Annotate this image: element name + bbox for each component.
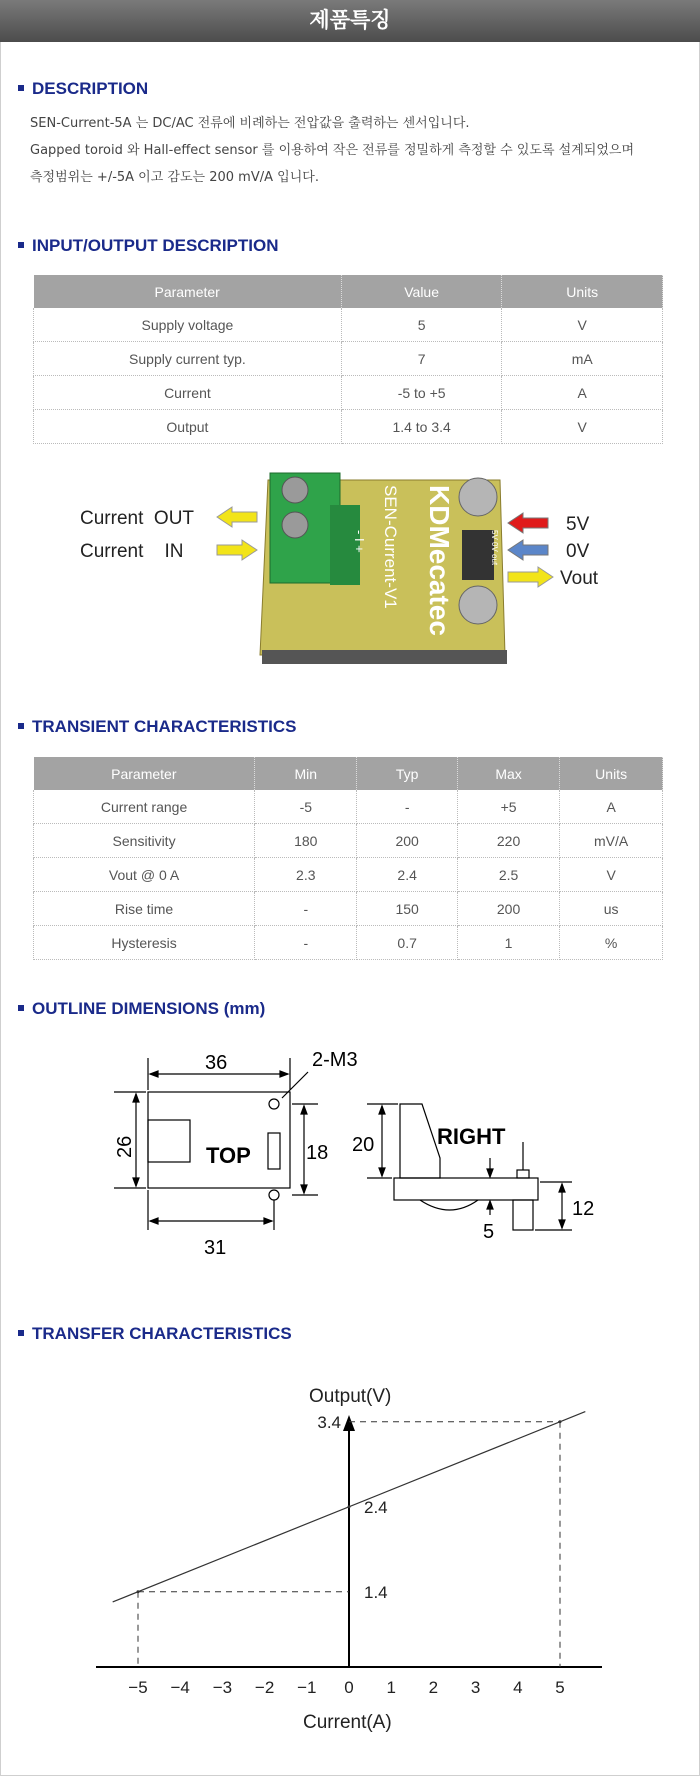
x-tick-label: 0 xyxy=(344,1678,354,1697)
arrow-vout-icon xyxy=(508,567,553,587)
x-axis-label: Current(A) xyxy=(303,1712,392,1733)
y-tick-label: 1.4 xyxy=(364,1582,388,1602)
leader-line xyxy=(282,1072,308,1098)
table-cell: mV/A xyxy=(560,824,663,858)
table-cell: A xyxy=(502,376,663,410)
column-header: Parameter xyxy=(34,757,255,790)
table-row xyxy=(34,926,663,960)
dim-36-label: 36 xyxy=(205,1052,228,1074)
column-header: Units xyxy=(502,275,663,308)
transfer-chart xyxy=(0,1370,700,1740)
dim-26-label: 26 xyxy=(114,1135,136,1158)
dim-m3-label: 2-M3 xyxy=(312,1049,358,1071)
y-axis-label: Output(V) xyxy=(309,1386,392,1407)
table-cell: 2.5 xyxy=(457,858,559,892)
outline-title xyxy=(18,999,265,1019)
silk-pins: - I + xyxy=(352,530,367,553)
arrow-head xyxy=(264,1218,272,1224)
table-cell: - xyxy=(255,892,357,926)
outline-drawing xyxy=(0,1040,700,1260)
io-title xyxy=(18,236,279,256)
mount-screw-icon xyxy=(459,478,497,516)
x-tick-label: −3 xyxy=(212,1678,233,1697)
bullet-square-icon xyxy=(18,1005,24,1011)
data-point xyxy=(348,1505,351,1508)
pin-header xyxy=(462,530,494,580)
right-pcb xyxy=(394,1178,538,1200)
arrow-head xyxy=(301,1106,307,1114)
table-row xyxy=(34,308,663,342)
y-axis-arrow-icon xyxy=(343,1415,355,1431)
dim-18-label: 18 xyxy=(306,1142,329,1164)
transient-table xyxy=(33,757,663,960)
top-view-label: TOP xyxy=(206,1143,251,1168)
dim-20-label: 20 xyxy=(352,1134,375,1156)
label-current-out: Current OUT xyxy=(80,508,195,529)
x-tick-label: −4 xyxy=(170,1678,190,1697)
table-cell: Current xyxy=(34,376,342,410)
column-header: Parameter xyxy=(34,275,342,308)
mount-hole-icon xyxy=(269,1190,279,1200)
table-row xyxy=(34,342,663,376)
arrow-head xyxy=(133,1094,139,1102)
right-view-label: RIGHT xyxy=(437,1124,506,1149)
x-tick-label: −1 xyxy=(297,1678,317,1697)
mount-screw-icon xyxy=(459,586,497,624)
arrow-head xyxy=(133,1178,139,1186)
terminal-screw-icon xyxy=(282,512,308,538)
table-row xyxy=(34,790,663,824)
column-header: Units xyxy=(560,757,663,790)
right-header xyxy=(513,1200,533,1230)
description-line: 측정범위는 +/-5A 이고 감도는 200 mV/A 입니다. xyxy=(30,170,319,185)
column-header: Max xyxy=(457,757,559,790)
y-tick-label: 3.4 xyxy=(317,1412,341,1432)
arrow-5v-icon xyxy=(508,513,548,533)
dim-5-label: 5 xyxy=(483,1221,495,1243)
io-table xyxy=(33,275,663,444)
right-curve xyxy=(420,1200,478,1210)
right-terminal xyxy=(400,1104,440,1178)
column-header: Value xyxy=(341,275,502,308)
outline-title-text: OUTLINE DIMENSIONS (mm) xyxy=(32,999,266,1018)
arrow-in-icon xyxy=(217,540,257,560)
x-tick-label: −5 xyxy=(128,1678,148,1697)
arrow-head xyxy=(559,1220,565,1228)
table-cell: Sensitivity xyxy=(34,824,255,858)
arrow-head xyxy=(487,1201,493,1209)
y-tick-label: 2.4 xyxy=(364,1497,388,1517)
table-cell: V xyxy=(502,410,663,444)
bullet-square-icon xyxy=(18,85,24,91)
data-point xyxy=(559,1420,562,1423)
label-current-in: Current IN xyxy=(80,541,184,562)
table-cell: Vout @ 0 A xyxy=(34,858,255,892)
table-cell: Current range xyxy=(34,790,255,824)
table-cell: 7 xyxy=(341,342,502,376)
mount-hole-icon xyxy=(269,1099,279,1109)
table-cell: Hysteresis xyxy=(34,926,255,960)
x-tick-label: 1 xyxy=(386,1678,396,1697)
x-tick-label: 5 xyxy=(555,1678,565,1697)
table-header-row xyxy=(34,757,663,790)
table-cell: % xyxy=(560,926,663,960)
description-text xyxy=(30,110,690,191)
table-cell: 2.3 xyxy=(255,858,357,892)
table-cell: 2.4 xyxy=(357,858,457,892)
arrow-head xyxy=(487,1169,493,1177)
table-cell: 180 xyxy=(255,824,357,858)
top-terminal xyxy=(148,1120,190,1162)
arrow-head xyxy=(280,1071,288,1077)
table-cell: - xyxy=(255,926,357,960)
io-title-text: INPUT/OUTPUT DESCRIPTION xyxy=(32,236,279,255)
table-cell: Rise time xyxy=(34,892,255,926)
data-point xyxy=(137,1590,140,1593)
pcb-edge xyxy=(262,650,507,664)
label-0v: 0V xyxy=(566,541,590,562)
x-tick-label: 2 xyxy=(428,1678,439,1697)
table-cell: Output xyxy=(34,410,342,444)
bullet-square-icon xyxy=(18,723,24,729)
top-outline xyxy=(148,1092,290,1188)
transient-title xyxy=(18,717,296,737)
table-row xyxy=(34,858,663,892)
table-cell: 220 xyxy=(457,824,559,858)
arrow-head xyxy=(301,1185,307,1193)
table-cell: -5 xyxy=(255,790,357,824)
table-cell: Supply current typ. xyxy=(34,342,342,376)
table-cell: - xyxy=(357,790,457,824)
arrow-head xyxy=(150,1218,158,1224)
table-cell: 150 xyxy=(357,892,457,926)
bullet-square-icon xyxy=(18,1330,24,1336)
table-cell: +5 xyxy=(457,790,559,824)
arrow-head xyxy=(379,1168,385,1176)
x-tick-label: −2 xyxy=(254,1678,275,1697)
table-cell: mA xyxy=(502,342,663,376)
table-cell: 0.7 xyxy=(357,926,457,960)
transient-title-text: TRANSIENT CHARACTERISTICS xyxy=(32,717,297,736)
bullet-square-icon xyxy=(18,242,24,248)
page-header: 제품특징 xyxy=(0,0,700,42)
table-row xyxy=(34,824,663,858)
silk-header: 5V 0V out xyxy=(490,530,499,566)
top-header xyxy=(268,1133,280,1169)
terminal-screw-icon xyxy=(282,477,308,503)
transfer-title xyxy=(18,1324,292,1344)
table-cell: us xyxy=(560,892,663,926)
table-header-row xyxy=(34,275,663,308)
column-header: Typ xyxy=(357,757,457,790)
arrow-head xyxy=(150,1071,158,1077)
dim-12-label: 12 xyxy=(572,1198,595,1220)
table-row xyxy=(34,892,663,926)
table-cell: 5 xyxy=(341,308,502,342)
x-tick-label: 3 xyxy=(470,1678,481,1697)
table-cell: 1.4 to 3.4 xyxy=(341,410,502,444)
right-pin xyxy=(517,1170,529,1178)
arrow-head xyxy=(559,1184,565,1192)
arrow-0v-icon xyxy=(508,540,548,560)
description-title xyxy=(18,79,148,99)
table-cell: 200 xyxy=(357,824,457,858)
silk-brand: KDMecatec xyxy=(424,485,455,636)
table-cell: -5 to +5 xyxy=(341,376,502,410)
description-line: Gapped toroid 와 Hall-effect sensor 를 이용하여 작은 전류를 정밀하게 측정할 수 있도록 설계되었으며 xyxy=(30,143,635,158)
table-cell: Supply voltage xyxy=(34,308,342,342)
dim-31-label: 31 xyxy=(204,1237,227,1259)
table-cell: V xyxy=(502,308,663,342)
description-title-text: DESCRIPTION xyxy=(32,79,149,98)
table-cell: 200 xyxy=(457,892,559,926)
arrow-head xyxy=(379,1106,385,1114)
description-line: SEN-Current-5A 는 DC/AC 전류에 비례하는 전압값을 출력하는 센서입니다. xyxy=(30,116,470,131)
arrow-out-icon xyxy=(217,507,257,527)
table-row xyxy=(34,410,663,444)
silk-model: SEN-Current-V1 xyxy=(381,485,400,609)
label-vout: Vout xyxy=(560,568,599,589)
table-cell: A xyxy=(560,790,663,824)
table-cell: V xyxy=(560,858,663,892)
table-row xyxy=(34,376,663,410)
x-tick-label: 4 xyxy=(513,1678,523,1697)
column-header: Min xyxy=(255,757,357,790)
sensor-board-illustration xyxy=(0,455,700,680)
transfer-title-text: TRANSFER CHARACTERISTICS xyxy=(32,1324,292,1343)
table-cell: 1 xyxy=(457,926,559,960)
label-5v: 5V xyxy=(566,514,590,535)
